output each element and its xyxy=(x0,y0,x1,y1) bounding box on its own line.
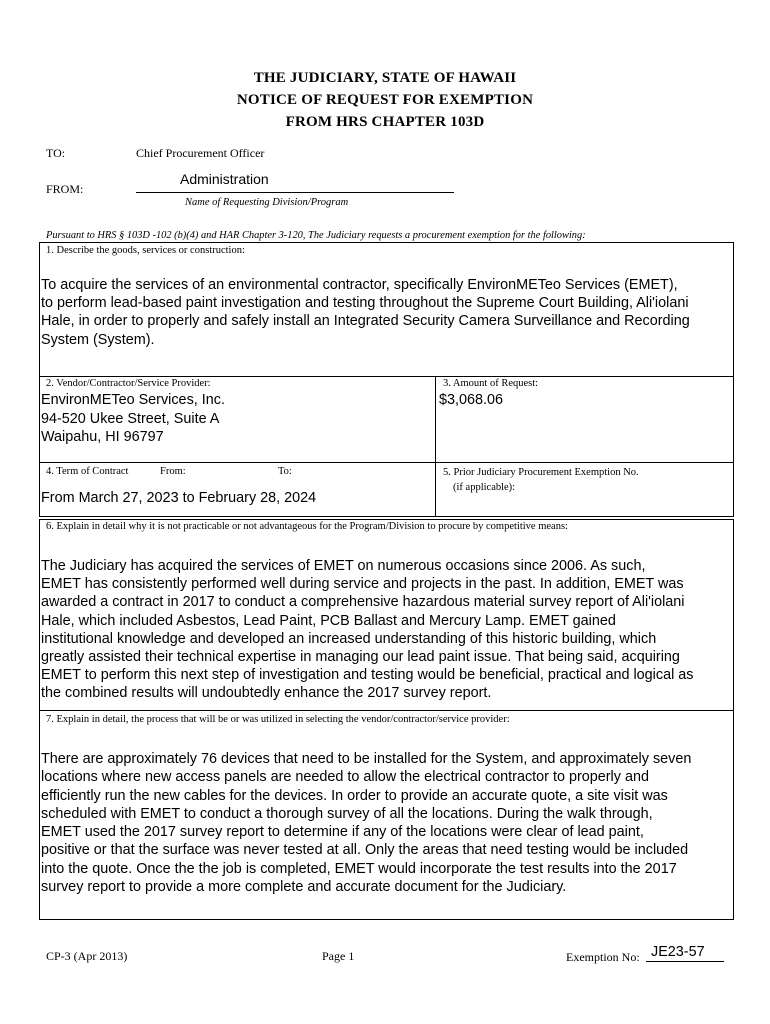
to-value: Chief Procurement Officer xyxy=(136,146,265,160)
section-2-text[interactable] xyxy=(41,391,225,447)
to-label: TO: xyxy=(46,146,66,160)
section-6-text[interactable] xyxy=(41,557,741,703)
term-to-label: To: xyxy=(278,466,292,477)
section-2-label: 2. Vendor/Contractor/Service Provider: xyxy=(46,378,211,389)
page-number: Page 1 xyxy=(322,949,355,963)
section-1-text[interactable] xyxy=(41,276,741,349)
section-1-line: To acquire the services of an environmental contractor, specifically EnvironMETeo Services (EMET), xyxy=(41,277,678,293)
section-1-line: to perform lead-based paint investigation and testing throughout the Supreme Court Building, Ali'iolani xyxy=(41,295,689,312)
section-6-label: 6. Explain in detail why it is not practicable or not advantageous for the Program/Division to procure by competitive means: xyxy=(46,521,568,532)
term-value[interactable]: From March 27, 2023 to February 28, 2024 xyxy=(41,490,317,506)
from-value[interactable]: Administration xyxy=(180,171,269,187)
section-6-line: greatly assisted their technical expertise in managing our lead paint issue. That being said, acquiring xyxy=(41,649,680,666)
exemption-underline xyxy=(646,961,724,962)
section-7-text[interactable] xyxy=(41,750,741,896)
title-line-3: FROM HRS CHAPTER 103D xyxy=(285,114,485,130)
section-6-line: the combined results will undoubtedly enhance the 2017 survey report. xyxy=(41,685,492,702)
section-6-line: The Judiciary has acquired the services of EMET on numerous occasions since 2006. As such, xyxy=(41,558,646,574)
title-line-1: THE JUDICIARY, STATE OF HAWAII xyxy=(253,70,517,86)
section-7-line: efficiently run the new cables for the devices. In order to provide an accurate quote, a site visit was xyxy=(41,787,668,804)
section-3-box xyxy=(435,376,734,463)
from-label: FROM: xyxy=(46,182,84,196)
section-6-line: EMET to perform this next step of investigation and testing would be beneficial, practical and logical as xyxy=(41,667,694,684)
vendor-address: 94-520 Ukee Street, Suite A xyxy=(41,410,220,427)
section-1-label: 1. Describe the goods, services or construction: xyxy=(46,245,245,256)
exemption-value[interactable]: JE23-57 xyxy=(651,944,705,960)
section-6-line: institutional knowledge and developed an increased understanding of this historic building, which xyxy=(41,630,657,647)
vendor-name: EnvironMETeo Services, Inc. xyxy=(41,392,225,408)
pursuant-text: Pursuant to HRS § 103D -102 (b)(4) and HAR Chapter 3-120, The Judiciary requests a procurement exemption for the following: xyxy=(46,230,586,241)
section-1-line: Hale, in order to properly and safely install an Integrated Security Camera Surveillance and Recording xyxy=(41,313,690,330)
form-number: CP-3 (Apr 2013) xyxy=(46,949,128,963)
section-7-line: survey report to provide a more complete and accurate document for the Judiciary. xyxy=(41,879,567,896)
exemption-label: Exemption No: xyxy=(566,950,640,964)
section-7-label: 7. Explain in detail, the process that will be or was utilized in selecting the vendor/contractor/service provider: xyxy=(46,714,510,725)
section-6-line: EMET has consistently performed well during service and projects in the past. In addition, EMET was xyxy=(41,576,684,593)
section-3-label: 3. Amount of Request: xyxy=(443,378,539,389)
section-1-line: System (System). xyxy=(41,331,155,348)
section-5-sub: (if applicable): xyxy=(453,482,516,493)
title-line-2: NOTICE OF REQUEST FOR EXEMPTION xyxy=(236,92,534,108)
section-7-line: scheduled with EMET to conduct a thorough survey of all the locations. During the walk through, xyxy=(41,805,653,822)
section-6-line: Hale, which included Asbestos, Lead Paint, PCB Ballast and Mercury Lamp. EMET gained xyxy=(41,612,616,629)
section-7-line: positive or that the surface was never tested at all. Only the areas that need testing would be included xyxy=(41,842,689,859)
section-7-line: into the quote. Once the the job is completed, EMET would incorporate the test results into the 2017 xyxy=(41,860,677,877)
vendor-city: Waipahu, HI 96797 xyxy=(41,429,164,445)
from-underline xyxy=(136,192,454,193)
section-7-line: There are approximately 76 devices that need to be installed for the System, and approximately seven xyxy=(41,751,692,767)
section-7-line: locations where new access panels are needed to allow the electrical contractor to properly and xyxy=(41,769,649,786)
section-5-label: 5. Prior Judiciary Procurement Exemption No. xyxy=(443,467,639,478)
from-caption: Name of Requesting Division/Program xyxy=(185,197,349,208)
term-from-label: From: xyxy=(160,466,186,477)
section-6-line: awarded a contract in 2017 to conduct a comprehensive hazardous material survey report of Ali'iolani xyxy=(41,594,685,611)
section-4-label: 4. Term of Contract xyxy=(46,466,129,477)
section-7-line: EMET used the 2017 survey report to determine if any of the locations were clear of lead paint, xyxy=(41,824,644,841)
amount-value[interactable]: $3,068.06 xyxy=(439,392,504,408)
